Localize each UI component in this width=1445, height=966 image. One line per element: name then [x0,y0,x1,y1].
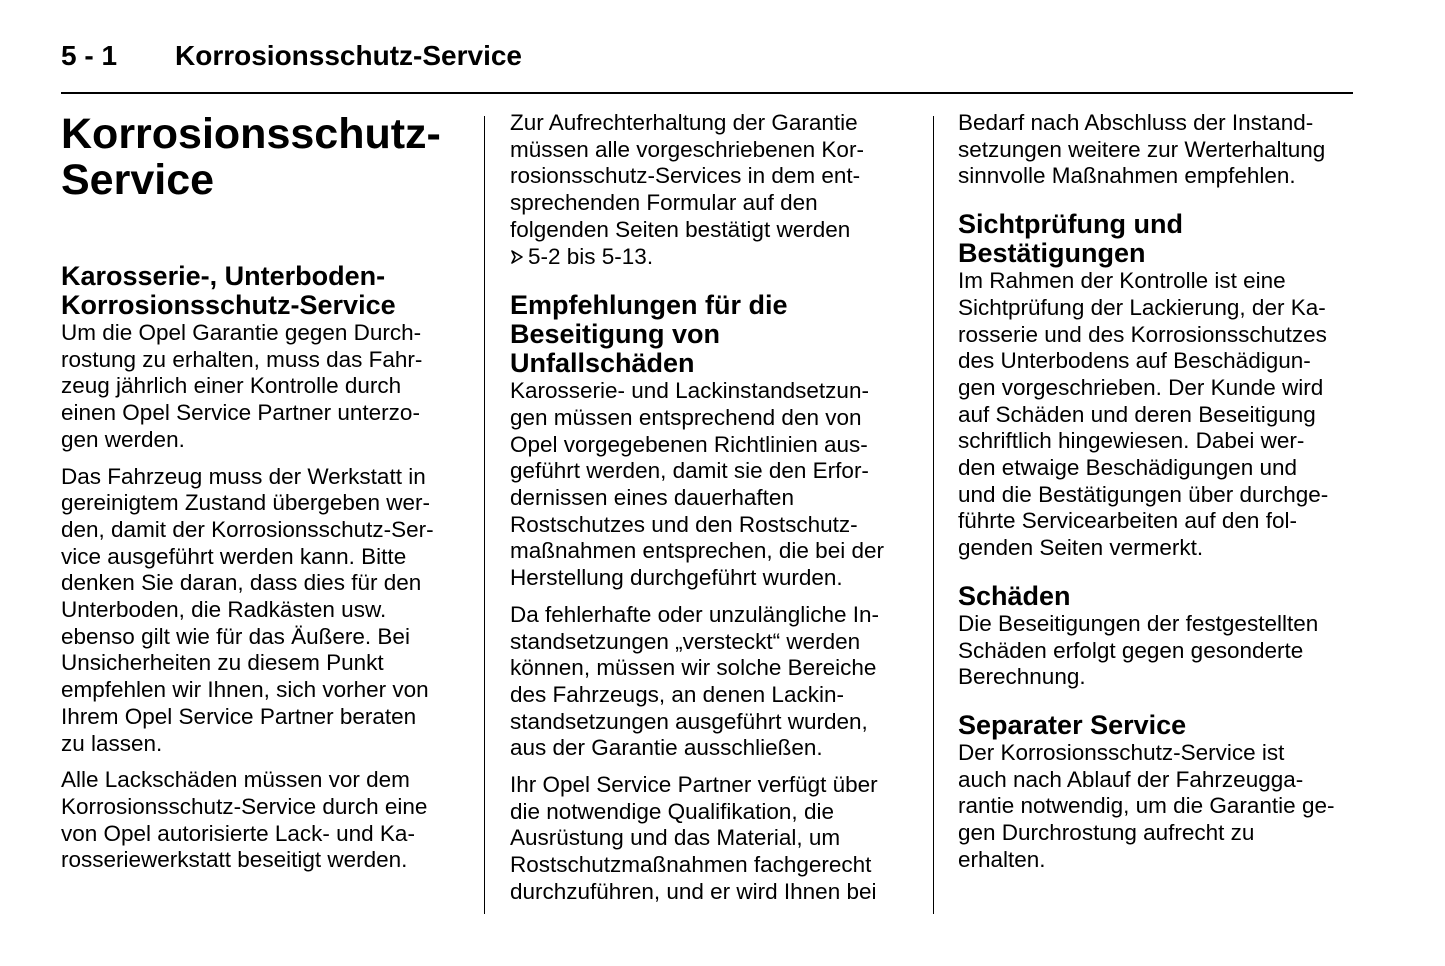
section-heading-separater-service [958,711,1358,740]
paragraph-garantie [61,320,465,454]
text-line: des Unterbodens auf Beschädigun- [958,348,1311,374]
text-line: Zur Aufrechterhaltung der Garantie [510,110,858,135]
text-line: dernissen eines dauerhaften [510,485,794,511]
text-line: von Opel autorisierte Lack- und Ka- [61,820,415,846]
text-line: des Fahrzeugs, an denen Lackin- [510,681,844,707]
heading-line: Beseitigung von [510,319,721,350]
text-line: empfehlen wir Ihnen, sich vorher von [61,677,429,703]
text-line: Um die Opel Garantie gegen Durch- [61,320,422,345]
text-line: gereinigtem Zustand übergeben wer- [61,490,430,516]
text-line: Berechnung. [958,664,1086,690]
text-line: setzungen weitere zur Werterhaltung [958,136,1326,162]
section-heading-karosserie [61,262,465,320]
page-header [61,38,522,74]
section-heading-sichtpruefung [958,210,1358,268]
text-line: rosserie und des Korrosionsschutzes [958,321,1327,347]
text-line: auch nach Ablauf der Fahrzeugga- [958,766,1304,792]
heading-line: Separater Service [958,709,1187,740]
header-rule [61,92,1353,94]
text-line: Rostschutzmaßnahmen fachgerecht [510,852,872,878]
text-line: können, müssen wir solche Bereiche [510,655,877,681]
text-line: genden Seiten vermerkt. [958,535,1204,561]
page-number: 5 - 1 [61,40,118,71]
text-line: den etwaige Beschädigungen und [958,455,1298,481]
text-line: rosseriewerkstatt beseitigt werden. [61,847,408,873]
heading-line: Schäden [958,580,1071,611]
text-line: Rostschutzes und den Rostschutz- [510,511,858,537]
main-title-line: Service [61,156,215,204]
text-line: aus der Garantie ausschließen. [510,735,823,761]
text-line: folgenden Seiten bestätigt werden [510,216,851,242]
column-1 [61,110,465,884]
text-line: Ihr Opel Service Partner verfügt über [510,772,878,798]
text-line: Unsicherheiten zu diesem Punkt [61,650,384,676]
text-line: zeug jährlich einer Kontrolle durch [61,373,402,399]
column-divider-1 [484,116,485,914]
heading-line: Korrosionsschutz-Service [61,290,396,320]
section-heading-schaeden [958,582,1358,611]
text-line: auf Schäden und deren Beseitigung [958,401,1316,427]
text-line: vice ausgeführt werden kann. Bitte [61,543,407,569]
text-line: Unterboden, die Radkästen usw. [61,597,387,623]
text-line: Karosserie- und Lackinstandsetzun- [510,378,869,404]
text-line: Im Rahmen der Kontrolle ist eine [958,268,1286,294]
paragraph-beseitigungen [958,611,1358,691]
text-line: Ihrem Opel Service Partner beraten [61,703,417,729]
text-line: standsetzungen „versteckt“ werden [510,628,861,654]
text-line: standsetzungen ausgeführt wurden, [510,708,868,734]
paragraph-werkstatt [61,464,465,758]
heading-line: Bestätigungen [958,238,1146,269]
text-line: sinnvolle Maßnahmen empfehlen. [958,163,1296,189]
text-line: müssen alle vorgeschriebenen Kor- [510,136,864,162]
heading-line: Empfehlungen für die [510,290,788,321]
text-line: einen Opel Service Partner unterzo- [61,400,420,426]
text-line: führte Servicearbeiten auf den fol- [958,508,1297,534]
text-line: Der Korrosionsschutz-Service ist [958,739,1285,765]
text-line: ebenso gilt wie für das Äußere. Bei [61,623,410,649]
text-line: rantie notwendig, um die Garantie ge- [958,793,1335,819]
text-line: Schäden erfolgt gegen gesonderte [958,637,1304,663]
text-line: durchzuführen, und er wird Ihnen bei [510,878,877,904]
text-line: gen Durchrostung aufrecht zu [958,820,1255,846]
main-title [61,110,465,203]
text-line: rosionsschutz-Services in dem ent- [510,163,861,189]
text-line: denken Sie daran, dass dies für den [61,570,422,596]
text-line: geführt werden, damit sie den Erfor- [510,458,869,484]
text-line: gen werden. [61,426,185,452]
text-line: maßnahmen entsprechen, die bei der [510,538,884,564]
text-line: die notwendige Qualifikation, die [510,798,834,824]
section-heading-unfallschaeden [510,291,912,378]
text-line: gen müssen entsprechend den von [510,404,862,430]
paragraph-bedarf [958,110,1358,190]
reference-arrow-icon [510,245,524,272]
text-line: zu lassen. [61,730,163,756]
column-divider-2 [933,116,934,914]
column-2 [510,110,912,916]
text-line: Opel vorgegebenen Richtlinien aus- [510,431,868,457]
heading-line: Unfallschäden [510,348,695,379]
paragraph-aufrechterhaltung [510,110,912,271]
text-line: Herstellung durchgeführt wurden. [510,565,843,591]
text-line: rostung zu erhalten, muss das Fahr- [61,346,423,372]
heading-line: Sichtprüfung und [958,209,1183,240]
paragraph-service-partner [510,772,912,906]
text-line: schriftlich hingewiesen. Dabei wer- [958,428,1305,454]
text-line: Sichtprüfung der Lackierung, der Ka- [958,294,1326,320]
chapter-title: Korrosionsschutz-Service [175,40,522,71]
heading-line: Karosserie-, Unterboden- [61,261,386,291]
text-line: Ausrüstung und das Material, um [510,825,841,851]
text-line: den, damit der Korrosionsschutz-Ser- [61,516,434,542]
page-reference[interactable] [510,244,912,272]
text-line: Bedarf nach Abschluss der Instand- [958,110,1314,135]
text-line: Das Fahrzeug muss der Werkstatt in [61,463,426,489]
text-line: und die Bestätigungen über durchge- [958,481,1329,507]
paragraph-kontrolle [958,268,1358,562]
text-line: gen vorgeschrieben. Der Kunde wird [958,374,1324,400]
column-3 [958,110,1358,883]
paragraph-fehlerhafte [510,602,912,762]
paragraph-separater-service [958,740,1358,874]
text-line: sprechenden Formular auf den [510,190,818,216]
text-line: Die Beseitigungen der festgestellten [958,610,1319,636]
text-line: erhalten. [958,846,1046,872]
paragraph-instandsetzungen [510,378,912,592]
text-line: Korrosionsschutz-Service durch eine [61,793,428,819]
reference-text: 5-2 bis 5-13. [528,243,654,269]
main-title-line: Korrosionsschutz- [61,110,441,158]
text-line: Alle Lackschäden müssen vor dem [61,767,410,793]
text-line: Da fehlerhafte oder unzulängliche In- [510,601,879,627]
paragraph-lackschaeden [61,767,465,874]
